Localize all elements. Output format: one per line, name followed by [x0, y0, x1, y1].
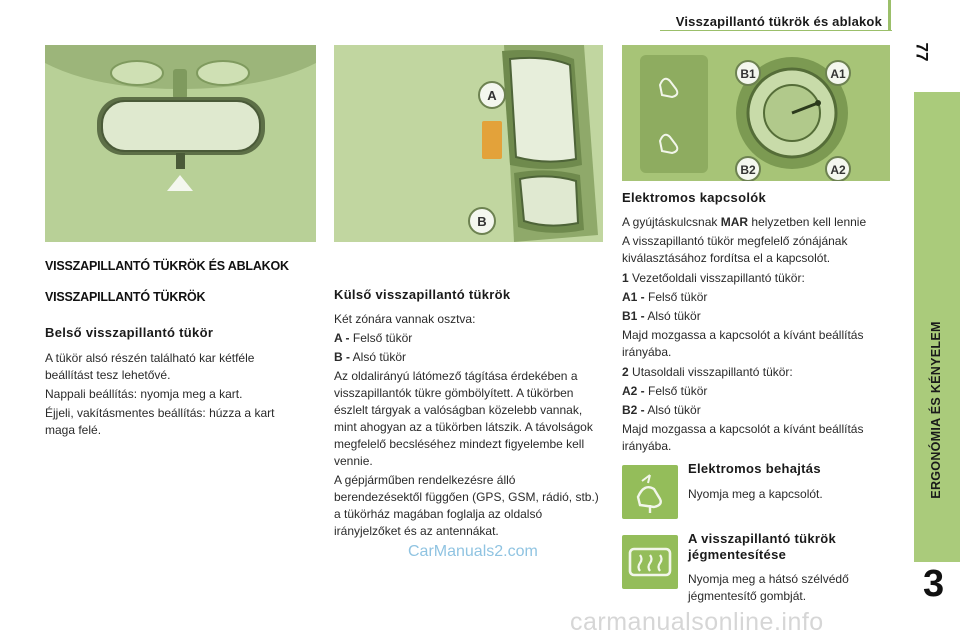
- paragraph: [622, 214, 892, 231]
- list-item: [334, 349, 406, 366]
- exterior-mirror-photo: [334, 45, 603, 242]
- interior-mirror-illustration: [45, 45, 316, 242]
- list-text: Felső tükör: [352, 331, 413, 345]
- page-number: 77: [912, 42, 932, 62]
- mirror-fold-icon: [622, 465, 678, 519]
- list-key: A2 -: [622, 384, 645, 398]
- list-key: B2 -: [622, 403, 645, 417]
- chapter-tab-label: [916, 270, 956, 550]
- watermark-footer: carmanualsonline.info: [570, 608, 824, 636]
- list-item: [622, 289, 707, 306]
- list-text: Alsó tükör: [644, 309, 701, 323]
- sub-heading: VISSZAPILLANTÓ TÜKRÖK: [45, 290, 206, 304]
- section-title-mirror-defrost: A visszapillantó tükrök jégmentesítése: [688, 531, 837, 562]
- chapter-tab-text: ERGONÓMIA ÉS KÉNYELEM: [929, 321, 943, 499]
- switch-label-a2: A2: [830, 163, 846, 177]
- header-rule: [660, 30, 892, 31]
- paragraph: A gépjárműben rendelkezésre álló berendezésektől függően (GPS, GSM, rádió, stb.) a tükörház magában foglalja az oldalsó irányjelzőket és az antennákat.: [334, 473, 599, 538]
- exterior-mirror-illustration: [334, 45, 603, 242]
- rear-defrost-icon: [622, 535, 678, 589]
- paragraph: Két zónára vannak osztva:: [334, 312, 476, 326]
- list-item: [622, 383, 707, 400]
- mirror-fold-icon-glyph: [622, 465, 678, 519]
- paragraph: Nappali beállítás: nyomja meg a kart.: [45, 387, 243, 401]
- list-text: Alsó tükör: [644, 403, 701, 417]
- list-text: Utasoldali visszapillantó tükör:: [628, 365, 793, 379]
- section-title-electric-fold: Elektromos behajtás: [688, 461, 821, 476]
- paragraph: Nyomja meg a hátsó szélvédő jégmentesítő gombját.: [688, 572, 849, 603]
- text-run: A gyújtáskulcsnak: [622, 215, 721, 229]
- list-text: Vezetőoldali visszapillantó tükör:: [628, 271, 805, 285]
- section-title-electric-switches: Elektromos kapcsolók: [622, 190, 766, 205]
- section-title-interior-mirror: Belső visszapillantó tükör: [45, 325, 214, 340]
- list-item: [622, 402, 701, 419]
- interior-mirror-photo: [45, 45, 316, 242]
- paragraph: A tükör alsó részén található kar kétféle beállítást tesz lehetővé.: [45, 351, 255, 382]
- list-text: Felső tükör: [644, 290, 708, 304]
- list-key: B1 -: [622, 309, 645, 323]
- list-key: A1 -: [622, 290, 645, 304]
- chapter-number: 3: [923, 563, 945, 605]
- paragraph: Majd mozgassa a kapcsolót a kívánt beállítás irányába.: [622, 328, 864, 359]
- list-item: [622, 270, 805, 287]
- list-key: 1: [622, 271, 629, 285]
- rear-defrost-icon-glyph: [622, 535, 678, 589]
- list-text: Alsó tükör: [352, 350, 407, 364]
- switch-label-b2: B2: [740, 163, 756, 177]
- page-header-title: Visszapillantó tükrök és ablakok: [675, 14, 882, 29]
- list-key: 2: [622, 365, 629, 379]
- list-item: [622, 308, 701, 325]
- text-run: helyzetben kell lennie: [748, 215, 867, 229]
- list-key: B -: [334, 350, 350, 364]
- mirror-switch-illustration: [622, 45, 890, 181]
- paragraph: Éjjeli, vakításmentes beállítás: húzza a kart maga felé.: [45, 406, 275, 437]
- list-item: [622, 364, 793, 381]
- section-title-exterior-mirrors: Külső visszapillantó tükrök: [334, 287, 511, 302]
- paragraph: Majd mozgassa a kapcsolót a kívánt beállítás irányába.: [622, 422, 864, 453]
- ignition-position: MAR: [720, 215, 749, 229]
- mirror-label-a: A: [487, 88, 497, 103]
- watermark-logo: CarManuals2.com: [408, 543, 538, 560]
- mirror-label-b: B: [477, 214, 487, 229]
- switch-label-b1: B1: [740, 67, 756, 81]
- main-heading: VISSZAPILLANTÓ TÜKRÖK ÉS ABLAKOK: [45, 259, 289, 273]
- list-key: A -: [334, 331, 350, 345]
- header-divider: [888, 0, 891, 30]
- paragraph: A visszapillantó tükör megfelelő zónájának kiválasztásához fordítsa el a kapcsolót.: [622, 234, 848, 265]
- list-item: [334, 330, 412, 347]
- switch-label-a1: A1: [830, 67, 846, 81]
- paragraph: Nyomja meg a kapcsolót.: [688, 487, 823, 501]
- paragraph: Az oldalirányú látómező tágítása érdekében a visszapillantók tükre gömbölyített. A tükörben észlelt tárgyak a valóságban közelebb vannak, mint ahogyan az a tükörben látszik. A távolságok megfelelő becsléséhez mindezt figyelembe kell vennie.: [334, 369, 593, 468]
- mirror-switch-photo: [622, 45, 890, 181]
- list-text: Felső tükör: [644, 384, 708, 398]
